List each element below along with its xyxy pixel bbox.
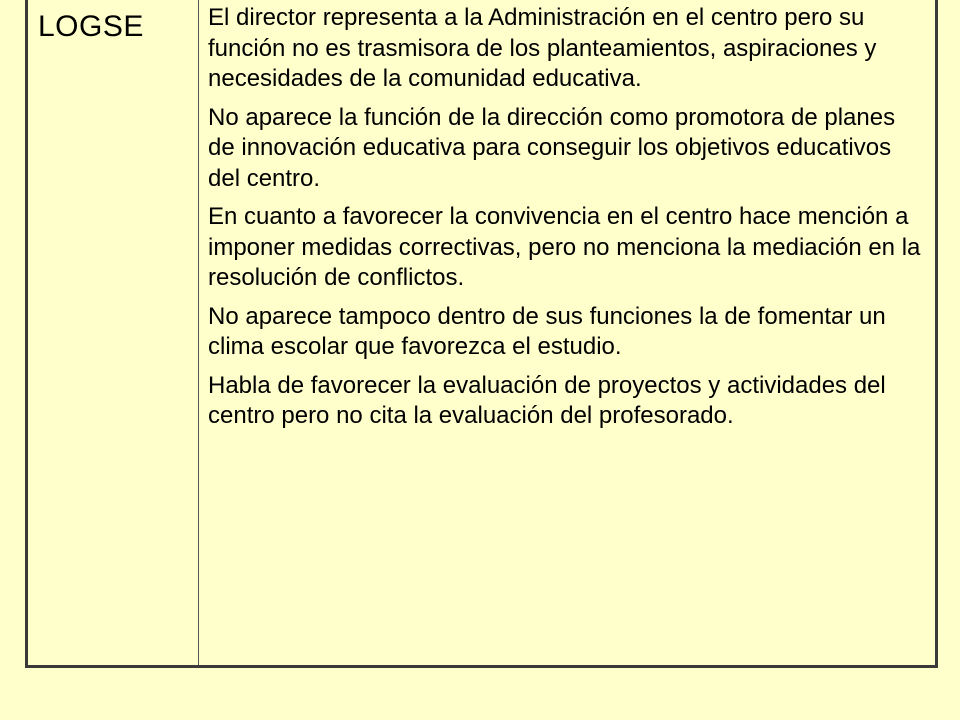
row-content (208, 3, 928, 440)
paragraph-3: En cuanto a favorecer la convivencia en el centro hace mención a imponer medidas correctivas, pero no menciona la mediación en la resolución de conflictos. (208, 203, 921, 291)
paragraph-4: No aparece tampoco dentro de sus funciones la de fomentar un clima escolar que favorezca el estudio. (208, 302, 886, 360)
paragraph-2: No aparece la función de la dirección como promotora de planes de innovación educativa para conseguir los objetivos educativos del centro. (208, 103, 896, 192)
row-label: LOGSE (38, 10, 144, 43)
paragraph-5: Habla de favorecer la evaluación de proyectos y actividades del centro pero no cita la evaluación del profesorado. (208, 371, 886, 429)
column-divider (198, 0, 199, 665)
paragraph-1: El director representa a la Administración en el centro pero su función no es trasmisora de los planteamientos, aspiraciones y necesidades de la comunidad educativa. (208, 4, 877, 92)
comparison-table (25, 0, 938, 668)
